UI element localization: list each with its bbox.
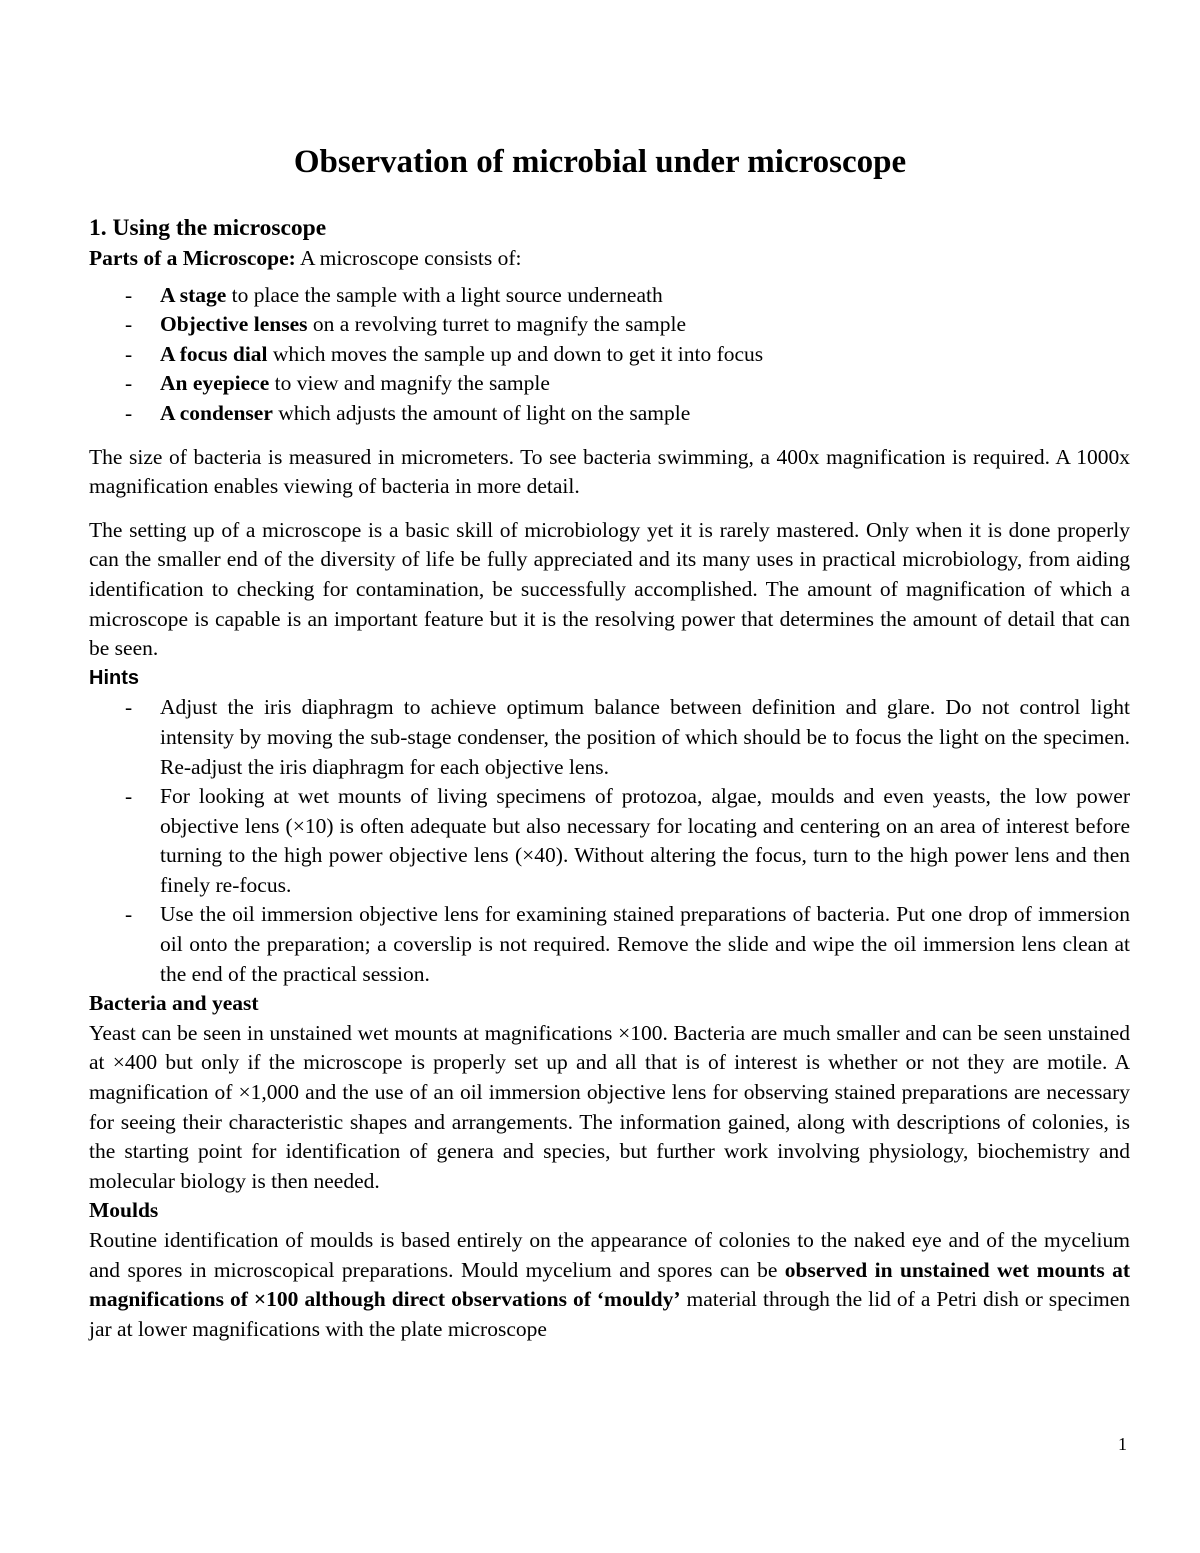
dash-bullet: - [125, 400, 133, 425]
paragraph-bacteria-yeast: Yeast can be seen in unstained wet mounts at magnifications ×100. Bacteria are much smaller and can be seen unstained at ×400 but only if the microscope is properly set up and all that is of interest is whether or not they are motile. A magnification of ×1,000 and the use of an oil immersion objective lens for observing stained preparations are necessary for seeing their characteristic shapes and arrangements. The information gained, along with descriptions of colonies, is the starting point for identification of genera and species, but further work involving physiology, biochemistry and molecular biology is then needed. [89, 1020, 1130, 1193]
list-item [89, 340, 1130, 370]
paragraph-microscope-setup: The setting up of a microscope is a basic skill of microbiology yet it is rarely mastered. Only when it is done properly can the smaller end of the diversity of life be fully appreciated and its many uses in practical microbiology, from aiding identification to checking for contamination, be successfully accomplished. The amount of magnification of which a microscope is capable is an important feature but it is the resolving power that determines the amount of detail that can be seen. [89, 517, 1130, 661]
dash-bullet: - [125, 784, 133, 809]
part-desc: which moves the sample up and down to get it into focus [267, 341, 764, 366]
hints-list [89, 693, 1130, 989]
dash-bullet: - [125, 371, 133, 396]
hint-text: For looking at wet mounts of living specimens of protozoa, algae, moulds and even yeasts, the low power objective lens (×10) is often adequate but also necessary for locating and centering on an area of interest before turning to the high power objective lens (×40). Without altering the focus, turn to the high power lens and then finely re-focus. [160, 784, 1130, 897]
paragraph-moulds [89, 1226, 1130, 1344]
page-number: 1 [1118, 1434, 1127, 1454]
bacteria-yeast-heading: Bacteria and yeast [89, 991, 259, 1016]
part-desc: to place the sample with a light source underneath [226, 282, 663, 307]
list-item [89, 281, 1130, 311]
parts-intro [89, 244, 1130, 274]
list-item [89, 900, 1130, 989]
parts-label: Parts of a Microscope: [89, 246, 296, 270]
moulds-tail-text: material through the lid of a Petri dish or specimen jar at lower magnifications with the plate microscope [89, 1287, 1130, 1341]
list-item [89, 693, 1130, 782]
page-title: Observation of microbial under microscope [293, 144, 907, 180]
dash-bullet: - [125, 341, 133, 366]
part-term: A condenser [160, 400, 273, 425]
parts-intro-text: A microscope consists of: [295, 246, 522, 270]
document-body [89, 212, 1130, 1344]
dash-bullet: - [125, 312, 133, 337]
part-term: An eyepiece [160, 371, 270, 396]
hint-text: Adjust the iris diaphragm to achieve optimum balance between definition and glare. Do not control light intensity by moving the sub-stage condenser, the position of which should be to focus the light on the specimen. Re-adjust the iris diaphragm for each objective lens. [160, 695, 1130, 779]
list-item [89, 310, 1130, 340]
dash-bullet: - [125, 282, 133, 307]
moulds-heading: Moulds [89, 1198, 159, 1223]
section-heading-using-microscope: 1. Using the microscope [89, 215, 327, 241]
dash-bullet: - [125, 902, 133, 927]
paragraph-bacteria-size: The size of bacteria is measured in micrometers. To see bacteria swimming, a 400x magnification is required. A 1000x magnification enables viewing of bacteria in more detail. [89, 444, 1130, 499]
part-term: Objective lenses [160, 312, 308, 337]
part-desc: on a revolving turret to magnify the sample [307, 312, 687, 337]
moulds-bold-text: observed in unstained wet mounts at magnifications of ×100 although direct observations of ‘mouldy’ [89, 1257, 1131, 1312]
list-item [89, 782, 1130, 900]
part-term: A focus dial [160, 341, 268, 366]
hints-heading: Hints [89, 666, 139, 689]
part-desc: to view and magnify the sample [269, 371, 550, 396]
part-term: A stage [160, 282, 227, 307]
part-desc: which adjusts the amount of light on the sample [272, 400, 691, 425]
hint-text: Use the oil immersion objective lens for examining stained preparations of bacteria. Put one drop of immersion oil onto the preparation; a coverslip is not required. Remove the slide and wipe the oil immersion lens clean at the end of the practical session. [160, 902, 1130, 986]
parts-list [89, 281, 1130, 429]
list-item [89, 399, 1130, 429]
list-item [89, 369, 1130, 399]
dash-bullet: - [125, 695, 133, 720]
moulds-text: Routine identification of moulds is based entirely on the appearance of colonies to the naked eye and of the mycelium and spores in microscopical preparations. Mould mycelium and spores can be [89, 1228, 1130, 1282]
